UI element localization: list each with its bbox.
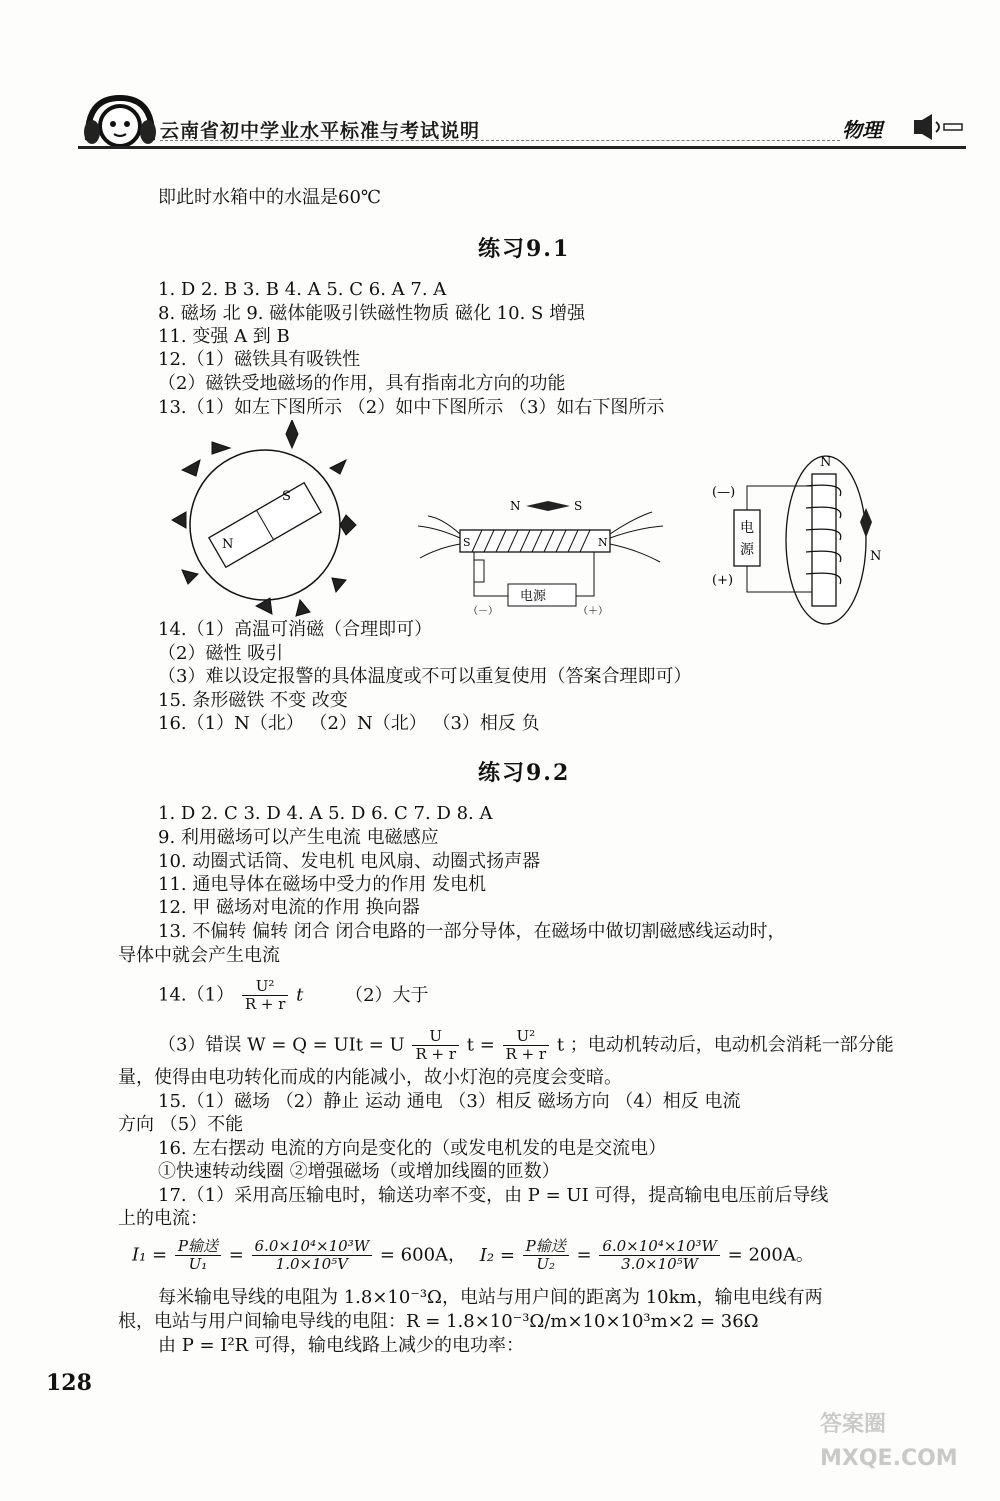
header-logo — [78, 92, 158, 152]
answer-line: 12. 甲 磁场对电流的作用 换向器 — [158, 897, 420, 918]
minus-label: （－） — [468, 606, 498, 617]
answer-line: 15. 条形磁铁 不变 改变 — [158, 690, 348, 711]
answer-line: 14.（1）高温可消磁（合理即可） — [158, 619, 433, 640]
answer-line: 1. D 2. B 3. B 4. A 5. C 6. A 7. A — [158, 279, 447, 300]
answer-line: 17.（1）采用高压输电时，输送功率不变，由 P = UI 可得，提高输电电压前后导线 — [158, 1185, 829, 1206]
figure-coil-circuit — [706, 452, 896, 627]
needle-s-label: S — [574, 499, 583, 513]
fraction: $\frac{U}{R + r}$ — [412, 1028, 459, 1063]
section-title: 练习9.1 — [478, 236, 571, 262]
answer-line: 上的电流： — [118, 1208, 208, 1229]
header-rule — [78, 146, 966, 149]
q14-formula-line: 14.（1） $\frac{\text{U²}}{R + r}$ t （2）大于 — [158, 977, 429, 1013]
plus-label: (+) — [712, 573, 734, 588]
answer-line: 由 P = I²R 可得，输电线路上减少的电功率： — [158, 1335, 524, 1356]
answer-line: 根，电站与用户间输电导线的电阻：R = 1.8×10⁻³Ω/m×10×10³m×2 = 36Ω — [118, 1311, 759, 1332]
plus-label: （＋） — [578, 606, 608, 617]
coil-n-label: N — [598, 536, 608, 549]
fraction: $\frac{\text{6.0×10⁴×10³W}}{\text{1.0×10⁵V}}$ — [252, 1238, 373, 1273]
fraction: $\frac{\text{U²}}{R + r}$ — [242, 978, 289, 1013]
figure-compass-magnet — [160, 420, 370, 620]
answer-line: 13.（1）如左下图所示 （2）如中下图所示 （3）如右下图所示 — [158, 397, 665, 418]
book-title: 云南省初中学业水平标准与考试说明 — [160, 120, 481, 142]
answer-line: 每米输电导线的电阻为 1.8×10⁻³Ω，电站与用户间的距离为 10km，输电电线有两 — [158, 1287, 823, 1308]
fraction: $\frac{\text{P输送}}{\text{U₁}}$ — [175, 1238, 221, 1273]
q14-3-line: （3）错误 W = Q = UIt = U $\frac{U}{R + r}$ t = $\frac{\text{U²}}{R + r}$ t ；电动机转动后，电动机会消耗一部分能 — [158, 1027, 894, 1063]
answer-line: 量，使得由电功转化而成的内能减小，故小灯泡的亮度会变暗。 — [118, 1067, 622, 1088]
page-number: 128 — [46, 1370, 92, 1396]
fraction: $\frac{\text{P输送}}{\text{U₂}}$ — [523, 1238, 569, 1273]
answer-line: （2）磁铁受地磁场的作用，具有指南北方向的功能 — [158, 373, 566, 394]
intro-line: 即此时水箱中的水温是60℃ — [158, 187, 382, 208]
power-label: 电源 — [520, 589, 547, 604]
answer-line: 方向 （5）不能 — [118, 1114, 244, 1135]
answer-line: 16.（1）N（北） （2）N（北） （3）相反 负 — [158, 713, 540, 734]
needle-n-label: N — [510, 499, 521, 513]
subject-label: 物理 — [842, 118, 882, 142]
headphone-mascot-icon — [78, 92, 158, 152]
answer-line: （3）难以设定报警的具体温度或不可以重复使用（答案合理即可） — [158, 666, 692, 687]
answer-line: 9. 利用磁场可以产生电流 电磁感应 — [158, 827, 439, 848]
watermark: 答案圈 MXQE.COM — [820, 1412, 958, 1471]
answer-line: ①快速转动线圈 ②增强磁场（或增加线圈的匝数） — [158, 1161, 560, 1182]
magnet-s-label: S — [282, 489, 291, 504]
power-char-1: 电 — [740, 520, 754, 536]
answer-line: 1. D 2. C 3. D 4. A 5. D 6. C 7. D 8. A — [158, 803, 493, 824]
figure-solenoid — [408, 488, 678, 618]
answer-line: 12.（1）磁铁具有吸铁性 — [158, 349, 361, 370]
q17-current-formulas: I₁ = $\frac{\text{P输送}}{\text{U₁}}$ = $\frac{\text{6.0×10⁴×10³W}}{\text{1.0×10⁵V}}$ = 600A， I₂ = $\frac{\text{P输送}}{\text{U₂}}$ = $\frac{\text{6.0×10⁴×10³W}}{\text{3.0×10⁵W}}$ = 200A。 — [132, 1237, 814, 1273]
answer-line: 11. 变强 A 到 B — [158, 326, 290, 347]
fraction: $\frac{\text{U²}}{R + r}$ — [503, 1028, 550, 1063]
answer-line: 10. 动圈式话筒、发电机 电风扇、动圈式扬声器 — [158, 851, 541, 872]
answer-line: （2）磁性 吸引 — [158, 643, 284, 664]
fraction: $\frac{\text{6.0×10⁴×10³W}}{\text{3.0×10⁵W}}$ — [599, 1238, 720, 1273]
section-title: 练习9.2 — [478, 760, 571, 786]
answer-line: 8. 磁场 北 9. 磁体能吸引铁磁性物质 磁化 10. S 增强 — [158, 303, 586, 324]
answer-line: 16. 左右摆动 电流的方向是变化的（或发电机发的电是交流电） — [158, 1138, 667, 1159]
speaker-icon — [912, 114, 964, 144]
q14-prefix: 14.（1） — [158, 984, 235, 1006]
coil-s-label: S — [463, 536, 471, 549]
coil-n-top: N — [820, 455, 832, 470]
coil-n-side: N — [870, 549, 882, 564]
answer-line: 15.（1）磁场 （2）静止 运动 通电 （3）相反 磁场方向 （4）相反 电流 — [158, 1091, 741, 1112]
minus-label: (—) — [712, 485, 736, 500]
answer-line: 导体中就会产生电流 — [118, 945, 280, 966]
magnet-n-label: N — [222, 537, 234, 552]
answer-line: 13. 不偏转 偏转 闭合 闭合电路的一部分导体，在磁场中做切割磁感线运动时， — [158, 921, 786, 942]
power-char-2: 源 — [740, 542, 754, 558]
answer-line: 11. 通电导体在磁场中受力的作用 发电机 — [158, 874, 487, 895]
